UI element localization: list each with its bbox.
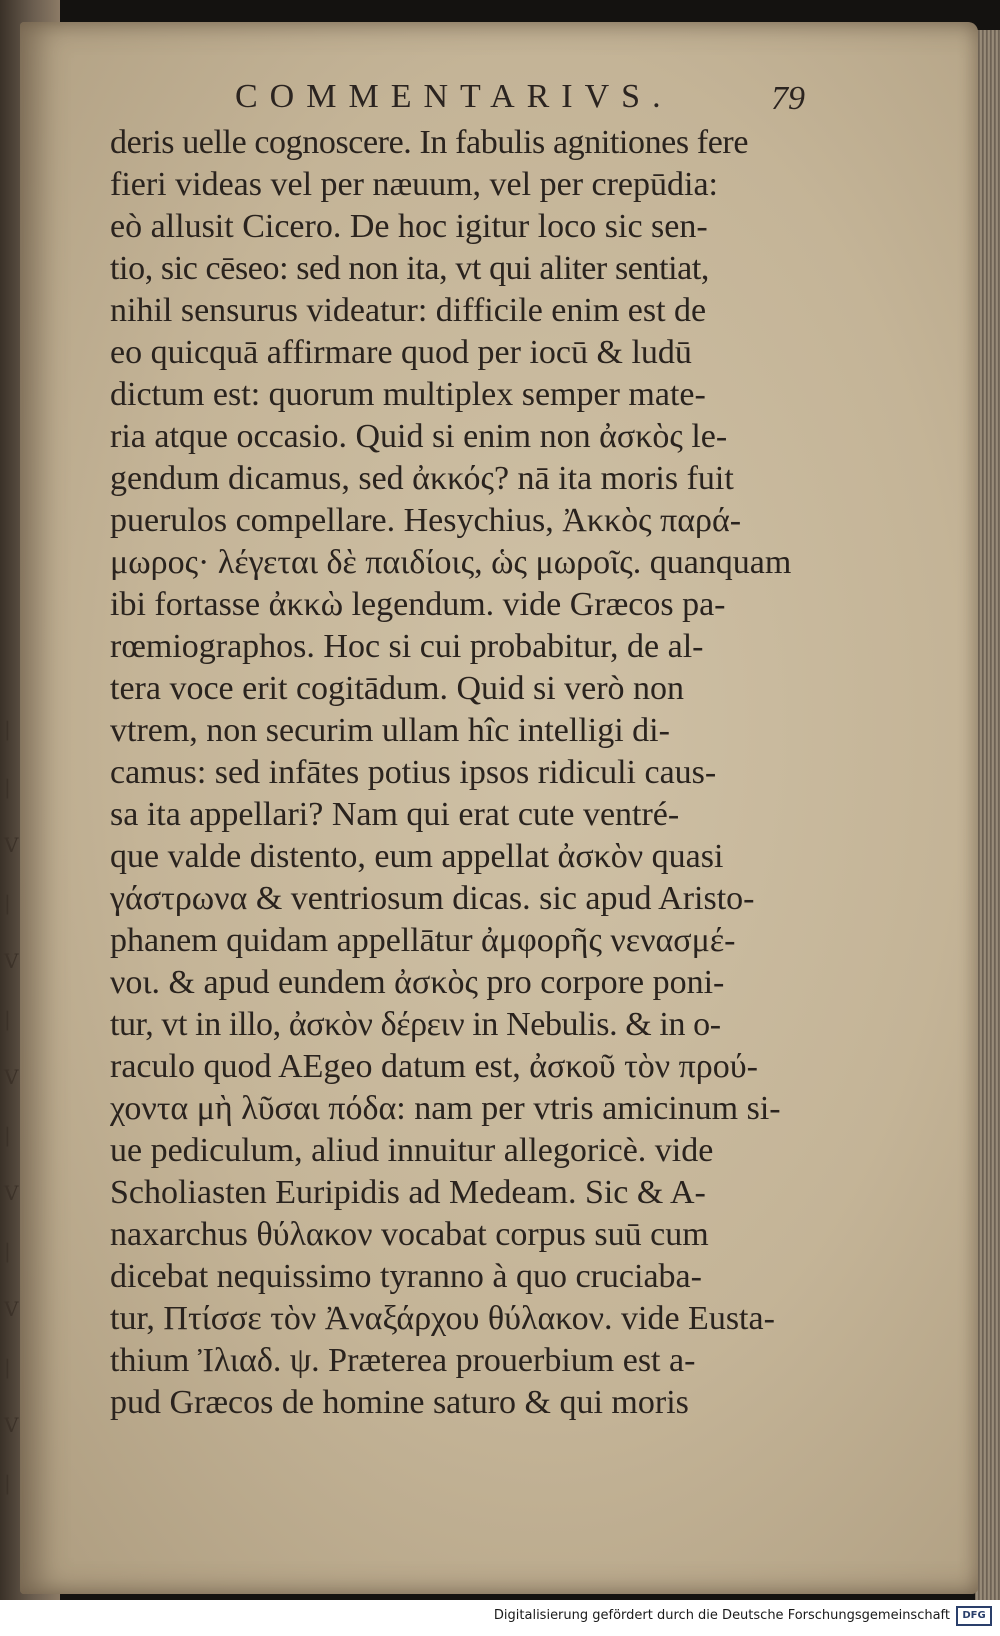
margin-mark: | xyxy=(4,1239,11,1263)
text-line: phanem quidam appellātur ἀμφορῆς νενασμέ- xyxy=(110,922,736,959)
text-line: rœmiographos. Hoc si cui probabitur, de al- xyxy=(110,628,704,665)
margin-mark: | xyxy=(4,1123,11,1147)
margin-mark: V xyxy=(4,1297,19,1321)
text-line: thium Ἰλιαδ. ψ. Præterea prouerbium est a- xyxy=(110,1342,696,1379)
running-head xyxy=(215,78,805,128)
text-line: que valde distento, eum appellat ἀσκὸν quasi xyxy=(110,838,724,875)
text-line: vtrem, non securim ullam hîc intelligi di- xyxy=(110,712,670,749)
text-line: Scholiasten Euripidis ad Medeam. Sic & A- xyxy=(110,1174,706,1211)
text-line: eo quicquā affirmare quod per iocū & ludū xyxy=(110,334,692,371)
margin-mark: | xyxy=(4,1007,11,1031)
text-line: puerulos compellare. Hesychius, Ἀκκὸς παρά- xyxy=(110,502,742,539)
book-page xyxy=(20,22,978,1594)
margin-mark: | xyxy=(4,717,11,741)
text-line: eò allusit Cicero. De hoc igitur loco sic sen- xyxy=(110,208,708,245)
text-line: deris uelle cognoscere. In fabulis agnitiones fere xyxy=(110,124,749,161)
text-line: nihil sensurus videatur: difficile enim est de xyxy=(110,292,707,329)
text-line: tera voce erit cogitādum. Quid si verò non xyxy=(110,670,685,707)
text-line: tur, vt in illo, ἀσκὸν δέρειν in Nebulis. & in o- xyxy=(110,1006,721,1043)
margin-marks xyxy=(4,700,20,1495)
page-number: 79 xyxy=(771,80,805,117)
text-line: gendum dicamus, sed ἀκκός? nā ita moris fuit xyxy=(110,460,734,497)
footer-strip xyxy=(0,1600,1000,1636)
text-line: pud Græcos de homine saturo & qui moris xyxy=(110,1384,689,1421)
page-edges xyxy=(975,30,1000,1600)
margin-mark: | xyxy=(4,891,11,915)
margin-mark: | xyxy=(4,1355,11,1379)
margin-mark: | xyxy=(4,775,11,799)
text-line: ue pediculum, aliud innuitur allegoricè. vide xyxy=(110,1132,714,1169)
text-line: fieri videas vel per næuum, vel per crepūdia: xyxy=(110,166,718,203)
text-line: dicebat nequissimo tyranno à quo cruciaba- xyxy=(110,1258,702,1295)
text-line: γάστρωνα & ventriosum dicas. sic apud Aristo- xyxy=(110,880,755,917)
text-line: tio, sic cēseo: sed non ita, vt qui aliter sentiat, xyxy=(110,250,710,287)
dfg-logo: DFG xyxy=(956,1606,992,1626)
margin-mark: | xyxy=(4,1471,11,1495)
text-line: μωρος· λέγεται δὲ παιδίοις, ὡς μωροῖς. quanquam xyxy=(110,544,792,581)
text-line: ria atque occasio. Quid si enim non ἀσκὸς le- xyxy=(110,418,728,455)
margin-mark: V xyxy=(4,1065,19,1089)
text-line: raculo quod AEgeo datum est, ἀσκοῦ τὸν πρού- xyxy=(110,1048,758,1085)
text-line: ibi fortasse ἀκκὼ legendum. vide Græcos pa- xyxy=(110,586,726,623)
text-line: sa ita appellari? Nam qui erat cute ventré- xyxy=(110,796,680,833)
body-text xyxy=(110,122,810,1424)
text-line: camus: sed infātes potius ipsos ridiculi caus- xyxy=(110,754,717,791)
footer-credit: Digitalisierung gefördert durch die Deutsche Forschungsgemeinschaft xyxy=(493,1608,950,1623)
margin-mark: V xyxy=(4,1413,19,1437)
running-head-title: COMMENTARIVS. xyxy=(235,78,673,115)
margin-mark: V xyxy=(4,1181,19,1205)
text-line: dictum est: quorum multiplex semper mate- xyxy=(110,376,706,413)
text-line: tur, Πτίσσε τὸν Ἀναξάρχου θύλακον. vide Eusta- xyxy=(110,1300,775,1337)
text-line: naxarchus θύλακον vocabat corpus suū cum xyxy=(110,1216,709,1253)
text-line: νοι. & apud eundem ἀσκὸς pro corpore poni- xyxy=(110,964,725,1001)
margin-mark: V xyxy=(4,949,19,973)
text-line: χοντα μὴ λῦσαι πόδα: nam per vtris amicinum si- xyxy=(110,1090,781,1127)
margin-mark: V xyxy=(4,833,19,857)
